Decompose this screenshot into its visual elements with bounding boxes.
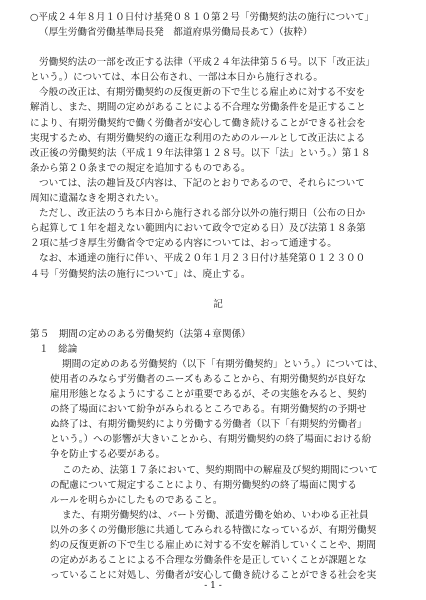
intro-line: 解消し、また、期間の定めがあることによる不合理な労働条件を是正すること bbox=[30, 102, 366, 114]
intro-line: により、有期労働契約で働く労働者が安心して働き続けることができる社会を bbox=[30, 117, 366, 129]
notice-issuer: （厚生労働省労働基準局長発 都道府県労働局長あて）（抜粋） bbox=[39, 27, 313, 39]
page-number: - 1 - bbox=[204, 581, 222, 591]
intro-line: ら起算して１年を超えない範囲内において政令で定める日）及び法第１８条第 bbox=[30, 223, 366, 235]
intro-line: なお、本通達の施行に伴い、平成２０年１月２３日付け基発第０１２３００ bbox=[39, 253, 366, 265]
intro-line: 改正後の労働契約法（平成１９年法律第１２８号。以下「法」という。）第１８ bbox=[30, 147, 371, 159]
notice-title: ○平成２４年８月１０日付け基発０８１０第２号「労働契約法の施行について」 bbox=[30, 12, 374, 23]
section-line: 雇用形態となるようにすることが重要であるが、その実態をみると、契約 bbox=[50, 389, 367, 401]
spacer bbox=[30, 282, 406, 297]
intro-line: ４号「労働契約法の施行について」は、廃止する。 bbox=[30, 268, 251, 280]
section-line: 争を防止する必要がある。 bbox=[50, 449, 166, 461]
section-line: ぬ終了は、有期労働契約により労働する労働者（以下「有期契約労働者」 bbox=[50, 419, 367, 431]
ki-marker: 記 bbox=[213, 298, 223, 310]
section-line: 使用者のみならず労働者のニーズもあることから、有期労働契約が良好な bbox=[50, 373, 367, 385]
section-line: の終了場面において紛争がみられるところである。有期労働契約の予期せ bbox=[50, 404, 367, 416]
section-line: という。）への影響が大きいことから、有期労働契約の終了場面における紛 bbox=[50, 434, 372, 446]
intro-line: 条から第２０条までの規定を追加するものである。 bbox=[30, 162, 251, 174]
section-line: 以外の多くの労働形態に共通してみられる特徴になっているが、有期労働契 bbox=[50, 524, 377, 536]
intro-line: ただし、改正法のうち本日から施行される部分以外の施行期日（公布の日か bbox=[39, 208, 366, 220]
spacer bbox=[30, 40, 406, 55]
spacer bbox=[30, 312, 406, 327]
section-line: 約の反復更新の下で生じる雇止めに対する不安を解消していくことや、期間 bbox=[50, 540, 376, 551]
section-line: 期間の定めのある労働契約（以下「有期労働契約」という。）については、 bbox=[62, 358, 384, 370]
intro-line: という。）については、本日公布され、一部は本日から施行される。 bbox=[30, 72, 323, 84]
intro-line: 周知に遺漏なきを期されたい。 bbox=[30, 193, 165, 205]
intro-line: 労働契約法の一部を改正する法律（平成２４年法律第５６号。以下「改正法」 bbox=[39, 57, 375, 69]
intro-line: 今般の改正は、有期労働契約の反復更新の下で生じる雇止めに対する不安を bbox=[39, 87, 366, 99]
sub-heading: １ 総論 bbox=[39, 343, 78, 355]
section-line: また、有期労働契約は、パート労働、派遣労働を始め、いわゆる正社員 bbox=[62, 509, 369, 521]
section-heading: 第５ 期間の定めのある労働契約（法第４章関係） bbox=[30, 328, 251, 340]
section-line: の配慮について規定することにより、有期労働契約の終了場面に関する bbox=[50, 479, 357, 491]
section-line: っていることに対処し、労働者が安心して働き続けることができる社会を実 bbox=[50, 570, 377, 582]
intro-line: ついては、法の趣旨及び内容は、下記のとおりであるので、それらについて bbox=[39, 177, 365, 189]
intro-line: ２項に基づき厚生労働省令で定める内容については、おって通達する。 bbox=[30, 238, 337, 250]
section-line: このため、法第１７条において、契約期間中の解雇及び契約期間について bbox=[62, 464, 378, 476]
intro-line: 実現するため、有期労働契約の適正な利用のためのルールとして改正法による bbox=[30, 132, 366, 144]
section-line: の定めがあることによる不合理な労働条件を是正していくことが課題とな bbox=[50, 555, 367, 567]
section-line: ルールを明らかにしたものであること。 bbox=[50, 494, 223, 506]
